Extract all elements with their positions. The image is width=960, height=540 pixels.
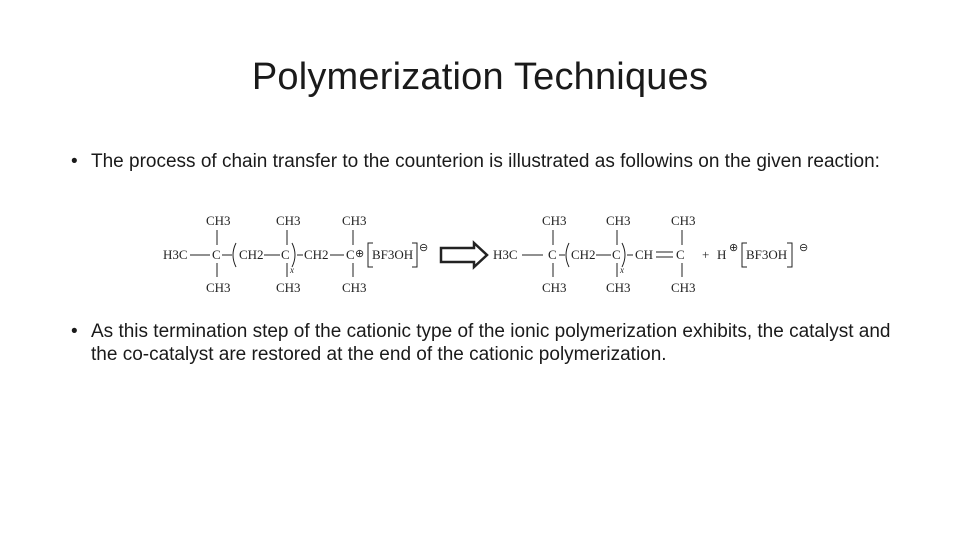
bullet-point-termination-step	[71, 320, 901, 366]
reaction-equation	[150, 205, 830, 297]
methyl-group-bottom: CH3	[276, 280, 301, 295]
methylene-group: CH2	[571, 247, 596, 262]
methyl-group-top: CH3	[606, 213, 631, 228]
counterion: BF3OH	[372, 247, 414, 262]
plus-sign: +	[702, 247, 710, 262]
slide-title: Polymerization Techniques	[251, 56, 709, 98]
reaction-arrow-icon	[441, 243, 487, 267]
carbon-atom: C	[281, 247, 290, 262]
positive-charge-icon: ⊕	[729, 242, 739, 254]
methyl-group-top: CH3	[206, 213, 231, 228]
reactant-structure	[163, 213, 428, 295]
carbon-atom: C	[612, 247, 621, 262]
bullet-point-chain-transfer	[71, 150, 901, 173]
alkene-carbon: CH	[635, 247, 654, 262]
carbocation-carbon: C	[346, 247, 355, 262]
methyl-group-top: CH3	[276, 213, 301, 228]
alkene-carbon: C	[676, 247, 685, 262]
bullet-text: As this termination step of the cationic type of the ionic polymerization exhibits, the catalyst and the co-catalyst are restored at the end of the cationic polymerization.	[91, 321, 891, 365]
product-structure	[493, 213, 808, 295]
bullet-marker: •	[71, 151, 78, 172]
methylene-group: CH2	[304, 247, 329, 262]
carbon-atom: C	[548, 247, 557, 262]
methyl-group-top: CH3	[671, 213, 696, 228]
methyl-group-bottom: CH3	[542, 280, 567, 295]
bullet-marker: •	[71, 321, 78, 342]
proton: H	[717, 247, 727, 262]
methyl-group-top: CH3	[342, 213, 367, 228]
chain-end-group: H3C	[163, 247, 188, 262]
methyl-group-bottom: CH3	[342, 280, 367, 295]
negative-charge-icon: ⊖	[419, 242, 429, 254]
counterion: BF3OH	[746, 247, 788, 262]
chain-end-group: H3C	[493, 247, 518, 262]
carbon-atom: C	[212, 247, 221, 262]
negative-charge-icon: ⊖	[799, 242, 809, 254]
repeat-subscript: x	[290, 265, 294, 275]
methyl-group-bottom: CH3	[206, 280, 231, 295]
methyl-group-top: CH3	[542, 213, 567, 228]
methyl-group-bottom: CH3	[606, 280, 631, 295]
repeat-subscript: x	[620, 265, 624, 275]
methylene-group: CH2	[239, 247, 264, 262]
positive-charge-icon: ⊕	[355, 248, 365, 260]
bullet-text: The process of chain transfer to the counterion is illustrated as followins on the given reaction:	[91, 151, 880, 172]
methyl-group-bottom: CH3	[671, 280, 696, 295]
